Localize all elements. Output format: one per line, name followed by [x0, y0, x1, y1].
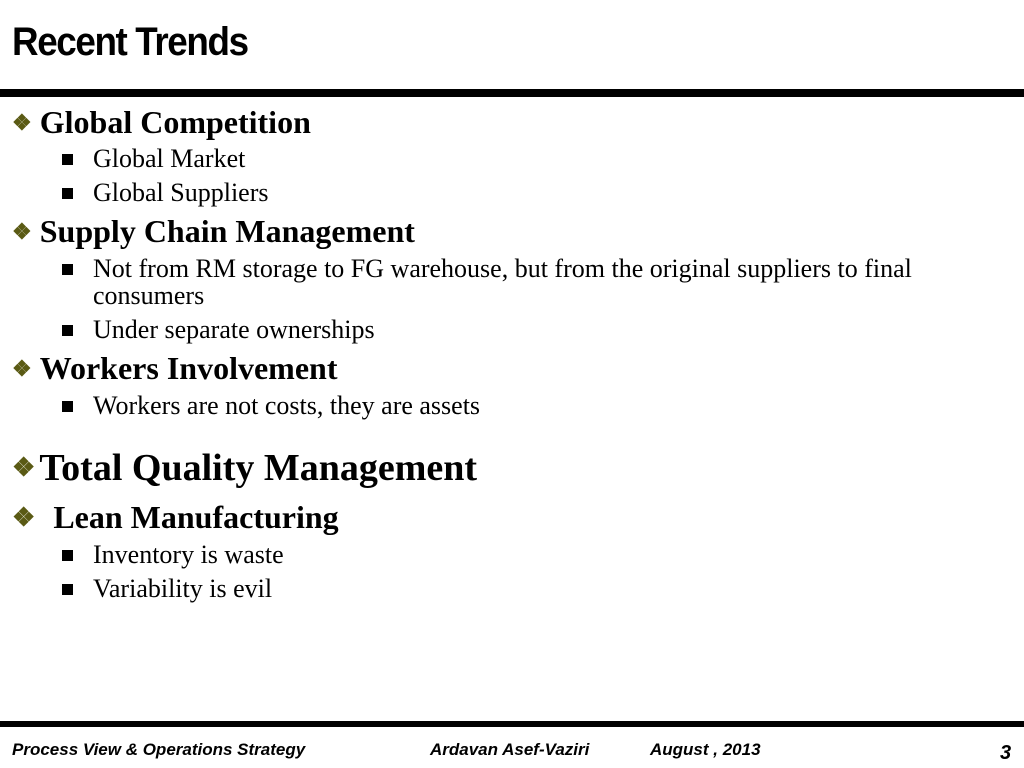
bullet-global-competition	[12, 104, 311, 141]
diamond-bullet-icon: ❖	[12, 355, 32, 381]
bullet-label: Supply Chain Management	[39, 213, 415, 249]
sub-bullet-text: Inventory is waste	[93, 540, 284, 569]
square-bullet-icon	[62, 401, 73, 412]
diamond-bullet-icon: ❖	[12, 109, 32, 135]
sub-bullet	[62, 392, 993, 419]
slide-title: Recent Trends	[12, 20, 248, 64]
square-bullet-icon	[62, 264, 73, 275]
square-bullet-icon	[62, 584, 73, 595]
sub-bullet	[62, 255, 993, 309]
sub-bullet-text: Not from RM storage to FG warehouse, but from the original suppliers to final consumers	[93, 254, 912, 310]
bullet-lean-manufacturing	[12, 499, 339, 536]
footer-course: Process View & Operations Strategy	[12, 740, 306, 759]
bullet-label: Workers Involvement	[39, 350, 338, 386]
title-divider	[0, 89, 1024, 97]
diamond-bullet-icon: ❖	[12, 218, 32, 244]
sub-bullet-text: Under separate ownerships	[93, 315, 375, 344]
diamond-bullet-icon: ❖	[12, 453, 36, 482]
sub-bullet	[62, 145, 993, 172]
square-bullet-icon	[62, 325, 73, 336]
page-number: 3	[1000, 742, 1012, 764]
sub-bullet-text: Variability is evil	[93, 574, 273, 603]
sub-bullet	[62, 179, 993, 206]
footer-date: August , 2013	[650, 740, 761, 759]
sub-bullet	[62, 575, 993, 602]
footer-author: Ardavan Asef-Vaziri	[430, 740, 590, 759]
bullet-label: Total Quality Management	[39, 447, 478, 489]
square-bullet-icon	[62, 188, 73, 199]
sub-bullet	[62, 316, 993, 343]
sub-bullet	[62, 541, 993, 568]
square-bullet-icon	[62, 154, 73, 165]
bullet-label: Global Competition	[39, 104, 311, 140]
diamond-bullet-icon: ❖	[12, 502, 36, 532]
sub-bullet-text: Workers are not costs, they are assets	[93, 391, 481, 420]
bullet-supply-chain-management	[12, 213, 415, 250]
bullet-workers-involvement	[12, 350, 337, 387]
sub-bullet-text: Global Suppliers	[93, 178, 269, 207]
square-bullet-icon	[62, 550, 73, 561]
bullet-total-quality-management	[12, 446, 477, 490]
bullet-label: Lean Manufacturing	[53, 499, 339, 535]
footer-divider	[0, 721, 1024, 727]
sub-bullet-text: Global Market	[93, 144, 246, 173]
